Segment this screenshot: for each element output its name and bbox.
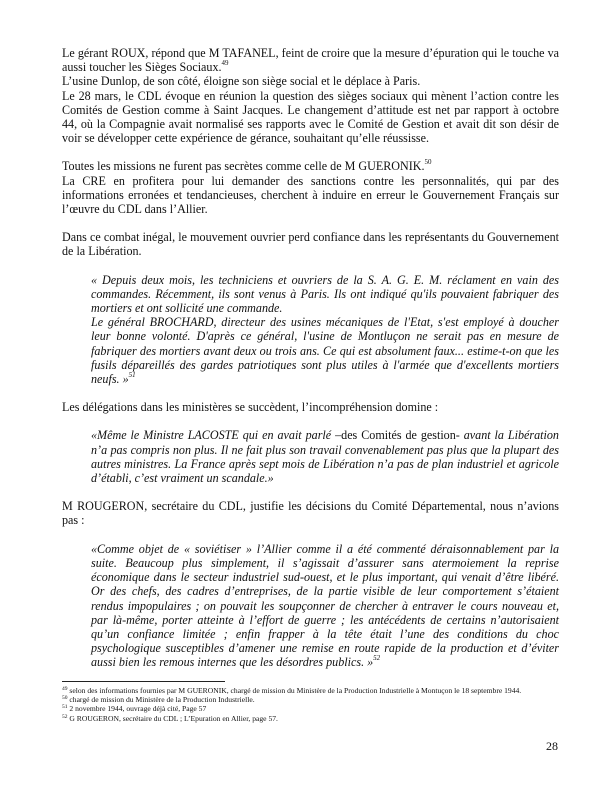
footnote-ref[interactable]: 52	[373, 654, 381, 663]
paragraph-text: Le gérant ROUX, répond que M TAFANEL, feint de croire que la mesure d’épuration qui le touche va aussi toucher les Sièges Sociaux.	[62, 46, 559, 75]
paragraph	[62, 159, 559, 173]
block-quote	[91, 428, 559, 485]
page-body	[62, 46, 559, 670]
footnote-text: chargé de mission du Ministère de la Production Industrielle.	[67, 695, 255, 705]
block-quote: « Depuis deux mois, les techniciens et ouvriers de la S. A. G. E. M. réclament en vain des commandes. Récemment, ils sont venus à Paris. Ils ont indiqué qu'ils pouvaient fabriquer des mortiers et ont sollicité une commande.	[91, 272, 559, 316]
paragraph: Le 28 mars, le CDL évoque en réunion la question des sièges sociaux qui mènent l’action contre les Comités de Gestion comme à Saint Jacques. Le changement d’attitude est net par rapport à octobre 44, où la Compagnie avait normalisé ses rapports avec le Comité de Gestion et avait dit son désir de voir se développer cette expérience de gérance, souhaitant qu’elle réussisse.	[62, 88, 559, 146]
footnote-number: 50	[62, 695, 68, 702]
footnote-ref[interactable]: 49	[221, 59, 229, 68]
spacer	[62, 145, 559, 159]
quote-text-roman: des Comités de gestion-	[341, 428, 460, 443]
footnote-separator	[62, 681, 225, 682]
footnotes	[62, 686, 559, 723]
footnote-number: 49	[62, 686, 68, 692]
quote-text: «Comme objet de « soviétiser » l’Allier comme il a été commenté déraisonnablement par la suite. Beaucoup plus simplement, il s’agissait d’assurer sans atermoiement la reprise économique dans le secteur industriel sud-ouest, et le plus important, qui venait d’être libéré. Or des chefs, des cadres d’entreprises, de la partie visible de leur comportement s’étaient rendus impopulaires ; on pouvait les soupçonner de chercher à entraver le cours nouveau et, par là-même, porter atteinte à l’effort de guerre ; les antécédents de certains n’autorisaient qu’un confiance limitée ; enfin frapper à la tête était l’une des conditions du choc psychologique susceptibles d’amener une remise en route rapide de la production et d’éviter aussi bien les remous internes que les désordres publics. »	[91, 541, 559, 670]
footnote-ref[interactable]: 51	[128, 371, 136, 380]
paragraph: Dans ce combat inégal, le mouvement ouvrier perd confiance dans les représentants du Gouvernement de la Libération.	[62, 230, 559, 259]
spacer	[62, 386, 559, 400]
paragraph: M ROUGERON, secrétaire du CDL, justifie les décisions du Comité Départemental, nous n’avions pas :	[62, 499, 559, 528]
paragraph	[62, 46, 559, 74]
block-quote	[91, 315, 559, 386]
footnote	[62, 714, 559, 723]
spacer	[62, 216, 559, 230]
page-number: 28	[546, 739, 558, 753]
spacer	[62, 485, 559, 499]
footnote	[62, 704, 559, 713]
footnote-text: G ROUGERON, secrétaire du CDL ; L’Epuration en Allier, page 57.	[67, 713, 278, 723]
spacer	[62, 414, 559, 428]
spacer	[62, 528, 559, 542]
paragraph-text: Toutes les missions ne furent pas secrètes comme celle de M GUERONIK.	[62, 159, 425, 174]
paragraph: L’usine Dunlop, de son côté, éloigne son siège social et le déplace à Paris.	[62, 74, 421, 89]
spacer	[62, 259, 559, 273]
footnote	[62, 695, 559, 704]
footnote	[62, 686, 559, 695]
block-quote	[91, 542, 559, 670]
footnote-number: 51	[62, 704, 68, 711]
footnote-text: selon des informations fournies par M GUERONIK, chargé de mission du Ministère de la Production Industrielle à Montuçon le 18 septembre 1944.	[67, 686, 522, 695]
paragraph: La CRE en profitera pour lui demander des sanctions contre les personnalités, qui par des informations erronées et tendancieuses, cherchent à induire en erreur le Gouvernement Français sur l’œuvre du CDL dans l’Allier.	[62, 173, 559, 217]
quote-text: avant la Libération n’a pas compris non plus. Il ne fait plus son travail convenablement pas plus que la plupart des autres ministres. La France après sept mois de Libération n’a pas de plan industriel et agricole d’établi, c’est vraiment un scandale.»	[91, 428, 559, 486]
paragraph: Les délégations dans les ministères se succèdent, l’incompréhension domine :	[62, 400, 439, 415]
footnote-ref[interactable]: 50	[424, 158, 432, 167]
footnote-text: 2 novembre 1944, ouvrage déjà cité, Page 57	[67, 704, 207, 714]
footnote-number: 52	[62, 713, 68, 720]
quote-text: Le général BROCHARD, directeur des usines mécaniques de l'Etat, s'est employé à doucher leur bonne volonté. D'après ce général, l'usine de Montluçon ne serait pas en mesure de fabriquer des mortiers avant deux ou trois ans. Ce qui est absolument faux... estime-t-on que les fusils dépareillés des gardes patriotiques sont plus utiles à l'armée que d'excellents mortiers neufs. »	[91, 315, 559, 387]
quote-text: «Même le Ministre LACOSTE qui en avait parlé –	[91, 428, 342, 443]
